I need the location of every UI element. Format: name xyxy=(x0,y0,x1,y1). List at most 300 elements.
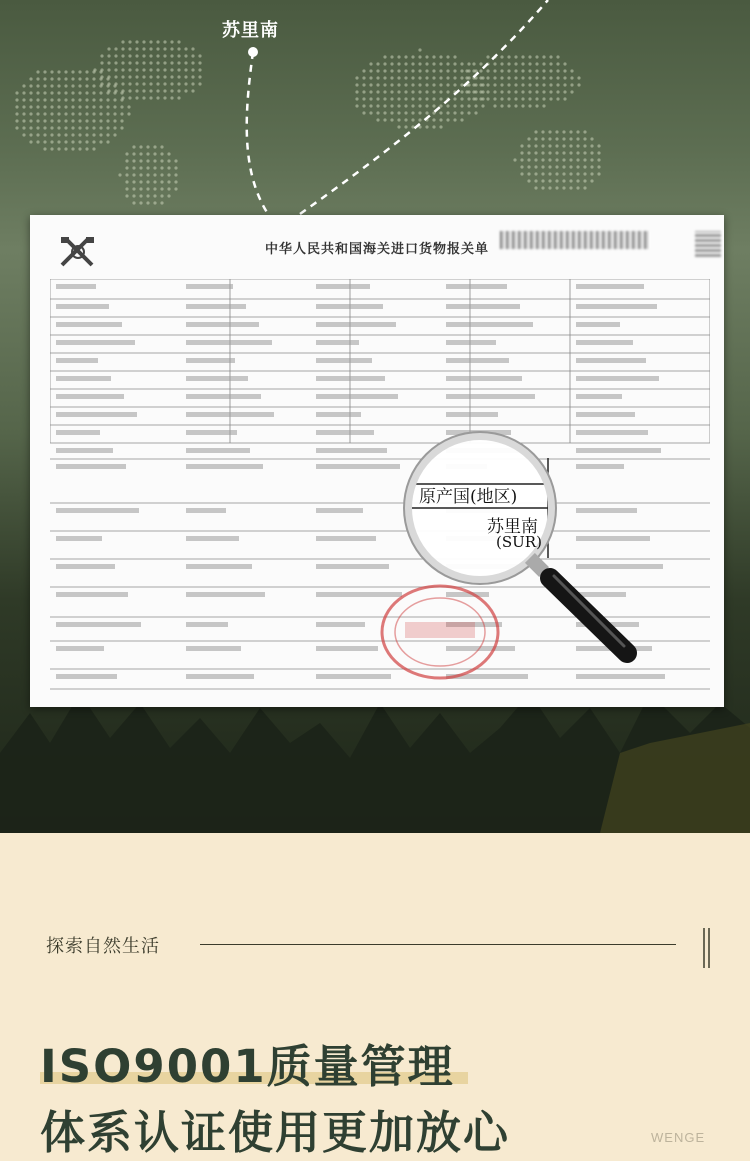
map-dot xyxy=(64,119,67,122)
map-dot xyxy=(590,179,593,182)
map-dot xyxy=(549,83,552,86)
map-dot xyxy=(369,62,372,65)
map-dot xyxy=(514,104,517,107)
map-dot xyxy=(397,76,400,79)
map-dot xyxy=(404,69,407,72)
map-dot xyxy=(479,62,482,65)
map-dot xyxy=(397,69,400,72)
map-dot xyxy=(64,147,67,150)
map-dot xyxy=(160,145,163,148)
map-dot xyxy=(120,119,123,122)
map-dot xyxy=(78,147,81,150)
map-dot xyxy=(541,137,544,140)
map-dot xyxy=(376,118,379,121)
blurred-text xyxy=(446,322,533,327)
map-dot xyxy=(425,69,428,72)
map-dot xyxy=(460,104,463,107)
map-dot xyxy=(146,166,149,169)
map-dot xyxy=(453,76,456,79)
map-dot xyxy=(432,90,435,93)
map-dot xyxy=(139,173,142,176)
map-dot xyxy=(167,159,170,162)
map-dot xyxy=(142,82,145,85)
map-dot xyxy=(467,97,470,100)
map-dot xyxy=(390,111,393,114)
map-dot xyxy=(156,96,159,99)
map-dot xyxy=(548,172,551,175)
map-dot xyxy=(390,90,393,93)
blurred-text xyxy=(186,646,241,651)
map-dot xyxy=(64,112,67,115)
map-dot xyxy=(22,112,25,115)
map-dot xyxy=(149,75,152,78)
map-dot xyxy=(383,69,386,72)
map-dot xyxy=(376,104,379,107)
map-dot xyxy=(85,147,88,150)
map-dot xyxy=(500,76,503,79)
map-dot xyxy=(355,90,358,93)
blurred-text xyxy=(186,412,274,417)
map-dot xyxy=(43,140,46,143)
map-dot xyxy=(29,98,32,101)
map-dot xyxy=(132,173,135,176)
map-dot xyxy=(563,76,566,79)
map-dot xyxy=(590,172,593,175)
blurred-text xyxy=(186,376,248,381)
map-dot xyxy=(156,82,159,85)
blurred-text xyxy=(316,376,385,381)
map-dot xyxy=(493,76,496,79)
map-dot xyxy=(163,68,166,71)
map-dot xyxy=(139,180,142,183)
map-dot xyxy=(520,144,523,147)
map-dot xyxy=(521,76,524,79)
map-dot xyxy=(106,133,109,136)
map-dot xyxy=(177,68,180,71)
map-dot xyxy=(418,111,421,114)
map-dot xyxy=(369,69,372,72)
map-dot xyxy=(191,68,194,71)
map-dot xyxy=(425,104,428,107)
map-dot xyxy=(535,55,538,58)
blurred-text xyxy=(446,358,509,363)
blurred-text xyxy=(316,622,365,627)
map-dot xyxy=(191,82,194,85)
map-dot xyxy=(153,194,156,197)
map-dot xyxy=(100,54,103,57)
map-dot xyxy=(146,187,149,190)
map-dot xyxy=(198,68,201,71)
map-dot xyxy=(425,97,428,100)
map-dot xyxy=(446,55,449,58)
map-dot xyxy=(36,84,39,87)
map-dot xyxy=(99,140,102,143)
map-dot xyxy=(57,140,60,143)
map-dot xyxy=(486,76,489,79)
map-dot xyxy=(142,40,145,43)
map-dot xyxy=(528,83,531,86)
map-dot xyxy=(446,76,449,79)
map-dot xyxy=(64,105,67,108)
map-dot xyxy=(376,62,379,65)
map-dot xyxy=(577,83,580,86)
blurred-text xyxy=(316,394,398,399)
map-dot xyxy=(127,105,130,108)
map-dot xyxy=(507,104,510,107)
map-dot xyxy=(411,104,414,107)
map-dot xyxy=(376,76,379,79)
map-dot xyxy=(167,187,170,190)
blurred-text xyxy=(576,412,635,417)
map-dot xyxy=(125,194,128,197)
map-dot xyxy=(570,90,573,93)
headline-line-2: 体系认证使用更加放心 xyxy=(40,1106,511,1159)
map-dot xyxy=(142,75,145,78)
map-dot xyxy=(569,137,572,140)
map-dot xyxy=(85,126,88,129)
map-dot xyxy=(146,145,149,148)
map-dot xyxy=(549,55,552,58)
map-dot xyxy=(177,47,180,50)
map-dot xyxy=(460,118,463,121)
map-dot xyxy=(404,76,407,79)
map-dot xyxy=(107,68,110,71)
map-dot xyxy=(418,104,421,107)
map-dot xyxy=(507,90,510,93)
map-dot xyxy=(36,91,39,94)
map-dot xyxy=(467,62,470,65)
map-dot xyxy=(576,179,579,182)
map-dot xyxy=(156,89,159,92)
map-dot xyxy=(439,118,442,121)
blurred-text xyxy=(316,412,361,417)
map-dot xyxy=(57,98,60,101)
map-dot xyxy=(135,82,138,85)
map-dot xyxy=(555,172,558,175)
map-dot xyxy=(113,98,116,101)
map-dot xyxy=(57,126,60,129)
map-dot xyxy=(50,105,53,108)
map-dot xyxy=(562,186,565,189)
blurred-text xyxy=(56,376,111,381)
map-dot xyxy=(439,76,442,79)
map-dot xyxy=(390,83,393,86)
map-dot xyxy=(556,83,559,86)
map-dot xyxy=(99,133,102,136)
map-dot xyxy=(369,90,372,93)
map-dot xyxy=(146,159,149,162)
map-dot xyxy=(520,172,523,175)
map-dot xyxy=(132,152,135,155)
map-dot xyxy=(520,158,523,161)
map-dot xyxy=(390,76,393,79)
map-dot xyxy=(521,62,524,65)
map-dot xyxy=(541,158,544,161)
map-dot xyxy=(43,84,46,87)
map-dot xyxy=(170,68,173,71)
map-dot xyxy=(71,105,74,108)
map-dot xyxy=(167,180,170,183)
map-dot xyxy=(541,144,544,147)
map-dot xyxy=(446,118,449,121)
map-dot xyxy=(486,55,489,58)
map-dot xyxy=(576,151,579,154)
map-dot xyxy=(562,144,565,147)
map-dot xyxy=(50,98,53,101)
map-dot xyxy=(425,90,428,93)
map-dot xyxy=(556,97,559,100)
map-dot xyxy=(132,180,135,183)
map-dot xyxy=(85,77,88,80)
blurred-text xyxy=(56,592,128,597)
map-dot xyxy=(397,55,400,58)
map-dot xyxy=(22,98,25,101)
map-dot xyxy=(542,104,545,107)
map-dot xyxy=(71,112,74,115)
map-dot xyxy=(411,83,414,86)
map-dot xyxy=(383,104,386,107)
map-dot xyxy=(191,54,194,57)
map-dot xyxy=(590,158,593,161)
map-dot xyxy=(460,62,463,65)
blurred-text xyxy=(186,340,272,345)
map-dot xyxy=(163,61,166,64)
map-dot xyxy=(156,47,159,50)
map-dot xyxy=(362,69,365,72)
map-dot xyxy=(472,97,475,100)
map-dot xyxy=(92,84,95,87)
map-dot xyxy=(562,151,565,154)
map-dot xyxy=(128,47,131,50)
map-dot xyxy=(128,40,131,43)
map-dot xyxy=(156,75,159,78)
map-dot xyxy=(99,112,102,115)
blurred-text xyxy=(56,646,104,651)
map-dot xyxy=(57,133,60,136)
map-dot xyxy=(507,55,510,58)
map-dot xyxy=(439,62,442,65)
map-dot xyxy=(479,76,482,79)
blurred-text xyxy=(316,340,359,345)
map-dot xyxy=(121,75,124,78)
map-dot xyxy=(527,137,530,140)
map-dot xyxy=(597,165,600,168)
map-dot xyxy=(106,105,109,108)
map-dot xyxy=(156,40,159,43)
blurred-text xyxy=(316,430,374,435)
map-dot xyxy=(149,47,152,50)
map-dot xyxy=(57,91,60,94)
map-dot xyxy=(404,104,407,107)
map-dot xyxy=(198,82,201,85)
map-dot xyxy=(390,97,393,100)
blurred-text xyxy=(186,284,233,289)
map-dot xyxy=(92,98,95,101)
map-dot xyxy=(569,158,572,161)
map-dot xyxy=(548,179,551,182)
map-dot xyxy=(549,62,552,65)
map-dot xyxy=(549,76,552,79)
map-dot xyxy=(71,91,74,94)
map-dot xyxy=(184,47,187,50)
map-dot xyxy=(362,83,365,86)
map-dot xyxy=(43,91,46,94)
map-dot xyxy=(467,104,470,107)
map-dot xyxy=(486,90,489,93)
map-dot xyxy=(128,82,131,85)
map-dot xyxy=(527,165,530,168)
map-dot xyxy=(362,90,365,93)
blurred-text xyxy=(186,622,228,627)
map-dot xyxy=(411,90,414,93)
map-dot xyxy=(555,130,558,133)
map-dot xyxy=(576,165,579,168)
map-dot xyxy=(590,137,593,140)
map-dot xyxy=(500,69,503,72)
map-dot xyxy=(146,201,149,204)
map-dot xyxy=(106,140,109,143)
map-dot xyxy=(432,69,435,72)
map-dot xyxy=(43,147,46,150)
map-dot xyxy=(71,133,74,136)
map-dot xyxy=(92,91,95,94)
map-dot xyxy=(562,137,565,140)
blurred-text xyxy=(446,412,498,417)
map-dot xyxy=(390,55,393,58)
map-dot xyxy=(472,69,475,72)
map-dot xyxy=(383,62,386,65)
map-dot xyxy=(114,75,117,78)
map-dot xyxy=(100,75,103,78)
origin-field-code: (SUR) xyxy=(496,533,542,551)
map-dot xyxy=(355,83,358,86)
map-dot xyxy=(556,62,559,65)
map-dot xyxy=(50,126,53,129)
blurred-text xyxy=(446,304,520,309)
map-dot xyxy=(64,98,67,101)
map-dot xyxy=(514,55,517,58)
map-dot xyxy=(92,105,95,108)
map-dot xyxy=(542,90,545,93)
map-dot xyxy=(520,151,523,154)
map-dot xyxy=(446,69,449,72)
map-dot xyxy=(135,47,138,50)
map-dot xyxy=(163,54,166,57)
map-dot xyxy=(460,76,463,79)
map-dot xyxy=(548,186,551,189)
blurred-text xyxy=(316,322,396,327)
blurred-text xyxy=(56,340,135,345)
map-dot xyxy=(99,98,102,101)
blurred-text xyxy=(56,394,124,399)
map-dot xyxy=(465,90,468,93)
map-dot xyxy=(128,75,131,78)
blurred-text xyxy=(576,674,665,679)
map-dot xyxy=(184,89,187,92)
form-title: 中华人民共和国海关进口货物报关单 xyxy=(264,242,489,257)
map-dot xyxy=(528,104,531,107)
blurred-text xyxy=(186,358,235,363)
map-dot xyxy=(132,159,135,162)
map-dot xyxy=(78,112,81,115)
map-dot xyxy=(78,119,81,122)
map-dot xyxy=(534,179,537,182)
map-dot xyxy=(404,90,407,93)
map-dot xyxy=(135,75,138,78)
map-dot xyxy=(113,119,116,122)
map-dot xyxy=(127,112,130,115)
map-dot xyxy=(570,76,573,79)
map-dot xyxy=(563,83,566,86)
map-dot xyxy=(362,76,365,79)
map-dot xyxy=(527,172,530,175)
map-dot xyxy=(57,119,60,122)
map-dot xyxy=(397,97,400,100)
map-dot xyxy=(85,91,88,94)
map-dot xyxy=(163,47,166,50)
map-dot xyxy=(439,90,442,93)
map-dot xyxy=(556,90,559,93)
map-dot xyxy=(569,186,572,189)
map-dot xyxy=(43,133,46,136)
map-dot xyxy=(535,104,538,107)
map-dot xyxy=(29,105,32,108)
map-dot xyxy=(191,89,194,92)
map-dot xyxy=(549,97,552,100)
map-dot xyxy=(453,69,456,72)
map-dot xyxy=(432,118,435,121)
map-dot xyxy=(569,165,572,168)
map-dot xyxy=(132,145,135,148)
map-dot xyxy=(583,144,586,147)
blurred-text xyxy=(576,340,633,345)
map-dot xyxy=(528,62,531,65)
map-dot xyxy=(555,158,558,161)
map-dot xyxy=(397,90,400,93)
map-dot xyxy=(36,126,39,129)
map-dot xyxy=(85,98,88,101)
map-dot xyxy=(541,130,544,133)
map-dot xyxy=(460,111,463,114)
map-dot xyxy=(355,97,358,100)
map-dot xyxy=(139,201,142,204)
map-dot xyxy=(465,69,468,72)
map-dot xyxy=(534,172,537,175)
blurred-text xyxy=(316,284,370,289)
map-dot xyxy=(64,70,67,73)
map-dot xyxy=(597,151,600,154)
map-dot xyxy=(64,126,67,129)
map-dot xyxy=(569,144,572,147)
map-dot xyxy=(170,54,173,57)
map-dot xyxy=(534,186,537,189)
map-dot xyxy=(99,126,102,129)
map-dot xyxy=(548,151,551,154)
map-dot xyxy=(439,111,442,114)
map-dot xyxy=(125,180,128,183)
map-dot xyxy=(562,158,565,161)
map-dot xyxy=(132,201,135,204)
map-dot xyxy=(36,140,39,143)
blurred-text xyxy=(316,536,376,541)
map-dot xyxy=(120,112,123,115)
map-dot xyxy=(555,151,558,154)
map-dot xyxy=(534,144,537,147)
blurred-text xyxy=(186,508,226,513)
map-dot xyxy=(583,165,586,168)
map-dot xyxy=(85,112,88,115)
map-dot xyxy=(453,111,456,114)
